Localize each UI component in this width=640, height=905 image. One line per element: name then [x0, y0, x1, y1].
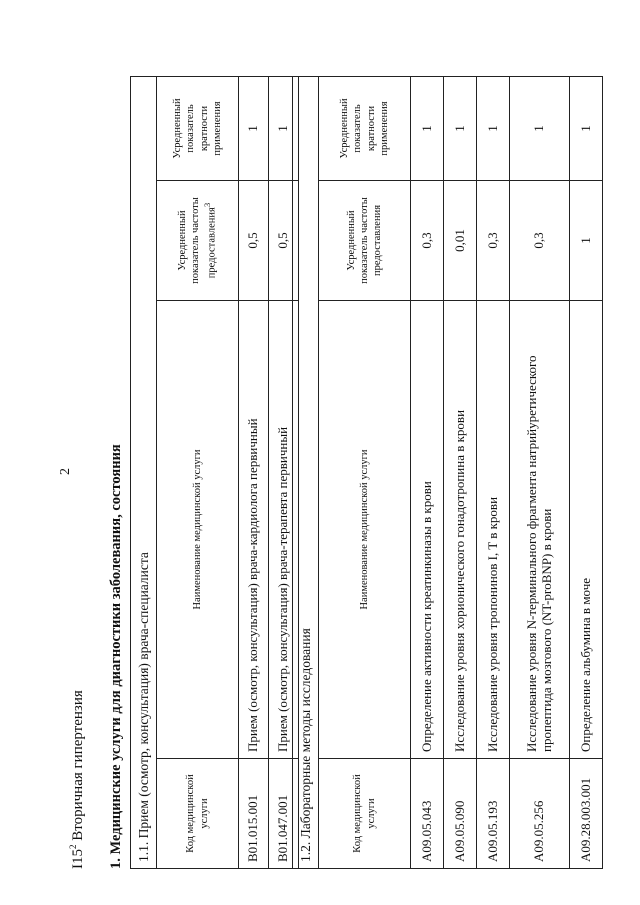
table-row [477, 76, 510, 868]
service-multiplicity: 1 [269, 77, 299, 181]
service-name: Исследование уровня хорионического гонадотропина в крови [444, 301, 477, 759]
header-code: Код медицинской услуги [157, 759, 239, 869]
section-title: 1. Медицинские услуги для диагностики заболевания, состояния [108, 444, 124, 869]
service-code: A09.05.043 [411, 759, 444, 869]
diagnosis-code: I15 [70, 849, 86, 869]
service-multiplicity: 1 [510, 76, 570, 180]
service-code: A09.05.090 [444, 759, 477, 869]
service-name: Определение альбумина в моче [570, 301, 603, 759]
service-multiplicity: 1 [239, 77, 269, 181]
service-frequency: 0,5 [269, 181, 299, 301]
table-row [411, 76, 444, 868]
consultation-table [130, 76, 299, 869]
service-code: A09.05.193 [477, 759, 510, 869]
service-name: Исследование уровня тропонинов I, T в крови [477, 301, 510, 759]
service-code: A09.05.256 [510, 759, 570, 869]
diagnosis-name: Вторичная гипертензия [70, 690, 86, 845]
table-header-row [319, 76, 411, 868]
table-row [239, 77, 269, 869]
diagnosis-code-superscript: 2 [68, 844, 78, 849]
table-row [510, 76, 570, 868]
header-frequency: Усредненный показатель частоты предоставления [319, 181, 411, 301]
service-multiplicity: 1 [570, 76, 603, 180]
footnote-marker: 3 [202, 202, 213, 208]
table-subtitle: 1.1. Прием (осмотр, консультация) врача-специалиста [131, 77, 157, 869]
header-multiplicity: Усредненный показатель кратности применения [319, 76, 411, 180]
service-code: B01.015.001 [239, 759, 269, 869]
table-subtitle-row [293, 76, 319, 868]
service-frequency: 0,01 [444, 181, 477, 301]
service-frequency: 1 [570, 181, 603, 301]
header-name: Наименование медицинской услуги [157, 301, 239, 759]
laboratory-table [292, 76, 603, 869]
table-subtitle: 1.2. Лабораторные методы исследования [293, 76, 319, 868]
page-number: 2 [58, 468, 73, 475]
table-row [570, 76, 603, 868]
service-name: Исследование уровня N-терминального фрагмента натрийуретического пропептида мозгового (NT-proBNP) в крови [510, 301, 570, 759]
service-code: A09.28.003.001 [570, 759, 603, 869]
document-title [68, 690, 87, 869]
table-header-row [157, 77, 239, 869]
service-frequency: 0,3 [477, 181, 510, 301]
header-code: Код медицинской услуги [319, 759, 411, 869]
service-name: Прием (осмотр, консультация) врача-кардиолога первичный [239, 301, 269, 759]
service-multiplicity: 1 [411, 76, 444, 180]
table-subtitle-row [131, 77, 157, 869]
header-multiplicity: Усредненный показатель кратности применения [157, 77, 239, 181]
service-frequency: 0,5 [239, 181, 269, 301]
service-code: B01.047.001 [269, 759, 299, 869]
header-frequency [157, 181, 239, 301]
header-name: Наименование медицинской услуги [319, 301, 411, 759]
service-frequency: 0,3 [411, 181, 444, 301]
service-frequency: 0,3 [510, 181, 570, 301]
service-multiplicity: 1 [477, 76, 510, 180]
service-multiplicity: 1 [444, 76, 477, 180]
service-name: Прием (осмотр, консультация) врача-терапевта первичный [269, 301, 299, 759]
header-frequency-text: Усредненный показатель частоты предоставления [177, 197, 218, 284]
table-row [444, 76, 477, 868]
service-name: Определение активности креатинкиназы в крови [411, 301, 444, 759]
